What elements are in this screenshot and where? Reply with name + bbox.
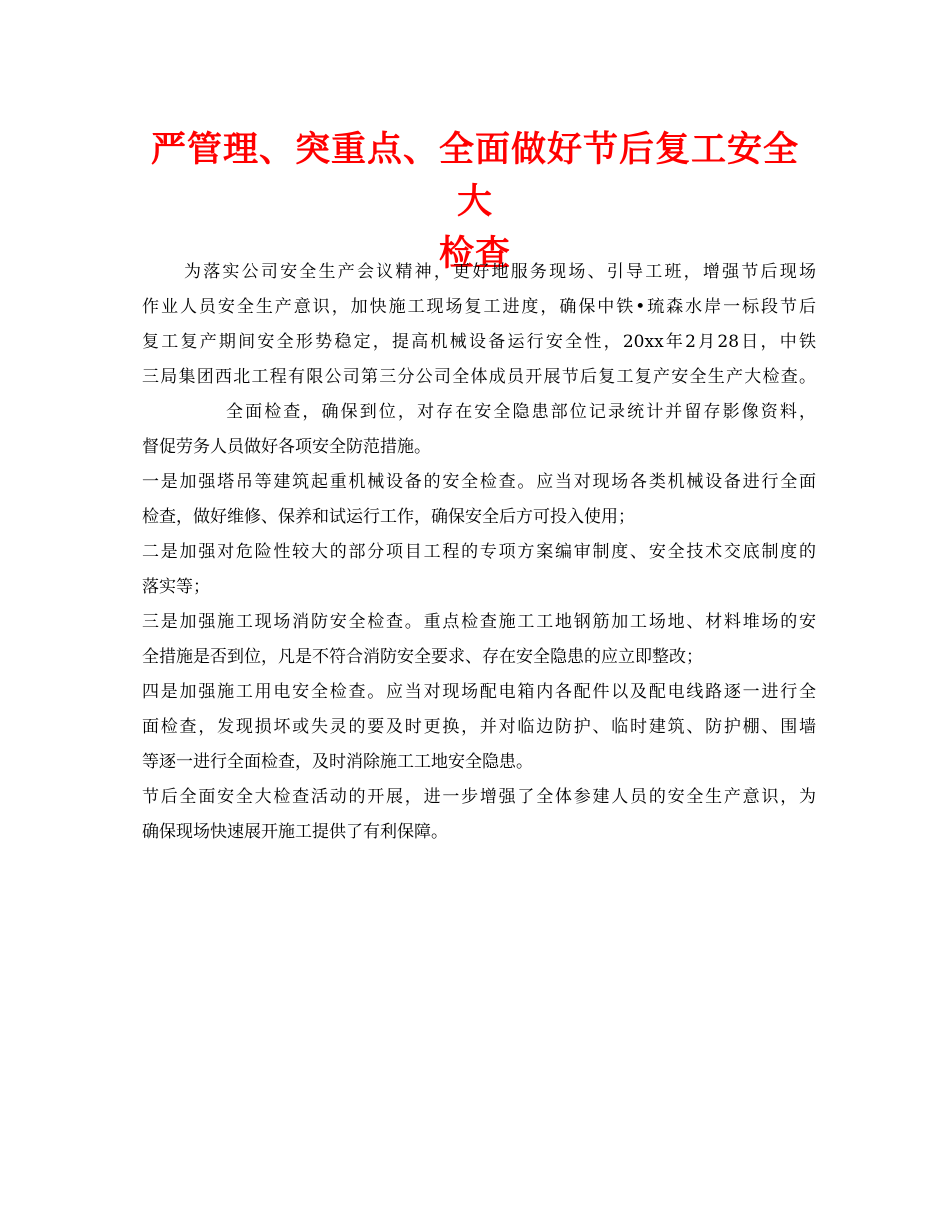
paragraph-line: 四是加强施工用电安全检查。应当对现场配电箱内各配件以及配电线路逐一进行全 xyxy=(142,682,816,702)
paragraph-line: 督促劳务人员做好各项安全防范措施。 xyxy=(142,437,431,457)
paragraph-line: 检查，做好维修、保养和试运行工作，确保安全后方可投入使用； xyxy=(142,507,635,527)
paragraph-line: 全措施是否到位，凡是不符合消防安全要求、存在安全隐患的应立即整改； xyxy=(142,647,703,667)
paragraph-line: 三是加强施工现场消防安全检查。重点检查施工工地钢筋加工场地、材料堆场的安 xyxy=(142,612,816,632)
paragraph-line: 等逐一进行全面检查，及时消除施工工地安全隐患。 xyxy=(142,752,533,772)
paragraph-line: 全面检查，确保到位，对存在安全隐患部位记录统计并留存影像资料， xyxy=(226,402,816,422)
paragraph-line: 节后全面安全大检查活动的开展，进一步增强了全体参建人员的安全生产意识，为 xyxy=(142,787,816,807)
paragraph-line: 复工复产期间安全形势稳定，提高机械设备运行安全性，20xx年2月28日，中铁 xyxy=(142,332,816,352)
paragraph-line: 一是加强塔吊等建筑起重机械设备的安全检查。应当对现场各类机械设备进行全面 xyxy=(142,472,816,492)
paragraph-line: 为落实公司安全生产会议精神，更好地服务现场、引导工班，增强节后现场 xyxy=(184,262,816,282)
title-line-2: 检查 xyxy=(438,233,511,274)
paragraph-line: 二是加强对危险性较大的部分项目工程的专项方案编审制度、安全技术交底制度的 xyxy=(142,542,816,562)
paragraph-line: 落实等； xyxy=(142,577,210,597)
paragraph-line: 作业人员安全生产意识，加快施工现场复工进度，确保中铁•琉森水岸一标段节后 xyxy=(142,297,816,317)
document-body xyxy=(142,255,816,850)
paragraph-line: 三局集团西北工程有限公司第三分公司全体成员开展节后复工复产安全生产大检查。 xyxy=(142,367,816,387)
paragraph-line: 面检查，发现损坏或失灵的要及时更换，并对临边防护、临时建筑、防护棚、围墙 xyxy=(142,717,816,737)
paragraph-line: 确保现场快速展开施工提供了有利保障。 xyxy=(142,822,448,842)
title-line-1: 严管理、突重点、全面做好节后复工安全大 xyxy=(150,129,799,222)
